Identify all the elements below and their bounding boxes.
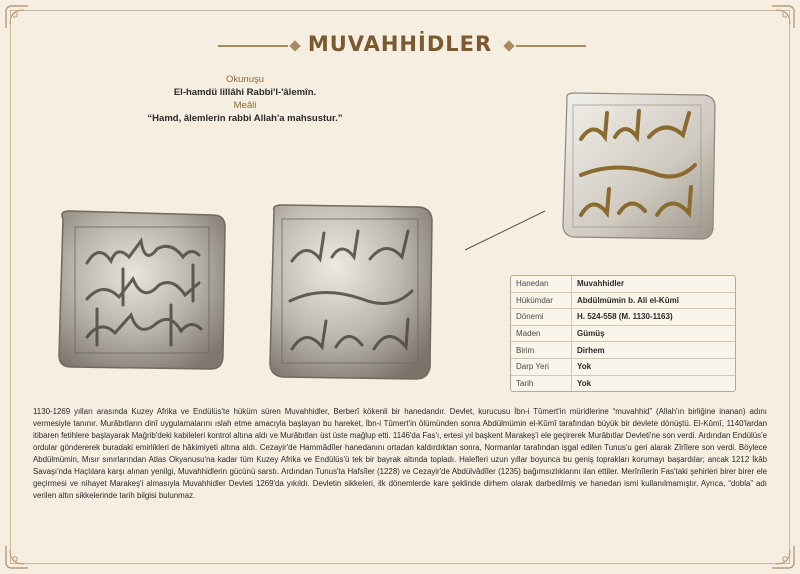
meaning-label: Meâli [233, 100, 257, 111]
reading-label: Okunuşu [225, 74, 265, 85]
info-value: Yok [577, 378, 592, 388]
table-row [511, 276, 735, 292]
reading-text: El-hamdü lillâhi Rabbi'l-'âlemîn. [173, 87, 317, 98]
info-table [510, 275, 736, 392]
table-row [511, 325, 735, 342]
table-row [511, 342, 735, 359]
info-key: Tarih [511, 375, 572, 391]
info-key: Hanedan [511, 276, 572, 292]
table-row [511, 309, 735, 326]
info-value: Yok [572, 358, 736, 375]
table-row [511, 292, 735, 309]
info-value: Abdülmümin b. Ali el-Kûmî [572, 292, 736, 309]
table-row [511, 358, 735, 375]
info-value: Gümüş [572, 325, 736, 342]
info-key: Hükümdar [511, 292, 572, 309]
info-value: Dirhem [572, 342, 736, 359]
info-key: Birim [511, 342, 572, 359]
page-title: MUVAHHİDLER [307, 32, 493, 56]
info-value: H. 524-558 (M. 1130-1163) [572, 309, 736, 326]
info-key: Maden [511, 325, 572, 342]
description-paragraph: 1130-1269 yılları arasında Kuzey Afrika ve Endülüs'te hüküm süren Muvahhidler, Berberî kökenli bir hanedandır. Devlet, kurucusu İbn-i Tûmert'in müridlerine “muvahhid” (Allah'ın birliğine inanan) adını vermesiyle tanınır. Murâbıtların dinî uygulamalarını ıslah etme amacıyla başlayan bu hareket, İbn-i Tûmert'in ölümünden sonra Abdülmümin el-Kûmî tarafından büyük bir devlete dönüştü. El-Kûmî, 1140'lardan itibaren fetihlere başlayarak Mağrib'deki kabileleri kontrol altına aldı ve Murâbıtları üst üste mağlup etti. 1146'da Fas'ı, ertesi yıl başkent Marakeş'i ele geçirerek Murâbıtlar Devleti'ne son verdi. Ardından Endülüs'e ordular göndererek buradaki emirlikleri de hâkimiyeti altına aldı. Cezayir'de Hammâdîler hanedanını ortadan kaldırdıktan sonra, Normanlar tarafından işgal edilen Tunus'u geri alarak Zîrîlere son verdi. Böylece Abdülmümin, Mısır sınırlarından Atlas Okyanusu'na kadar tüm Kuzey Afrika ve Endülüs'ü tek bir bayrak altında topladı. Halefleri uzun yıllar boyunca bu geniş toprakları korumayı başardılar; ancak 1212 İkâb Savaşı'nda Haçlılara karşı alınan yenilgi, Muvahhidlerin gücünü sarstı. Ardından Tunus'ta Hafsîler (1228) ve Cezayir'de Abdülvâdîler (1235) bağımsızlıklarını ilan ettiler. Merînîlerin Fas'taki şehirleri birer birer ele geçirmesi ve nihayet Marakeş'i almasıyla Muvahhidler Devleti 1269'da yıkıldı. Devletin sikkeleri, ilk dönemlerde kare şeklinde dirhem olarak darbedilmiş ve hanedan ismi kullanılmamıştır. Ayrıca, “dobla” adı verilen altın sikkelerinde tarih bilgisi bulunmaz. [33, 407, 767, 501]
info-value: Muvahhidler [572, 276, 736, 292]
info-key: Darp Yeri [511, 358, 572, 375]
table-row [511, 375, 735, 391]
info-key: Dönemi [511, 309, 572, 326]
meaning-text: “Hamd, âlemlerin rabbi Allah'a mahsustur.” [147, 113, 343, 124]
